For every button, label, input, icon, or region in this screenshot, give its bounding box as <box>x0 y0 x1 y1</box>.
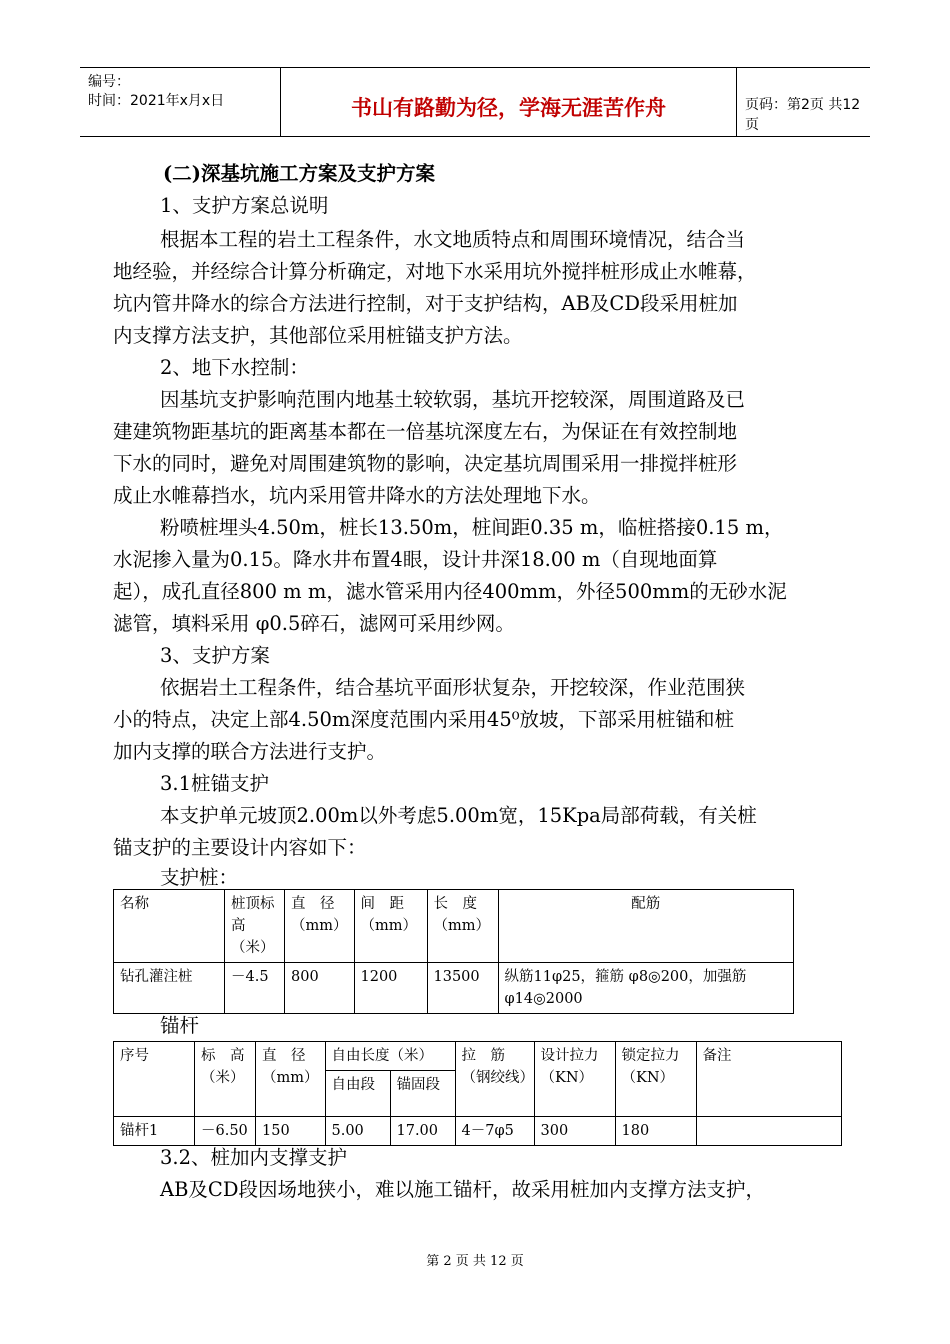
anchor-header-free-length: 自由长度（米） <box>325 1042 455 1071</box>
anchor-cell-no: 锚杆1 <box>114 1117 195 1146</box>
anchor-cell-free-segment: 5.00 <box>325 1117 390 1146</box>
p5-line-1: 本支护单元坡顶2.00m以外考虑5.00m宽，15Kpa局部荷载，有关桩 <box>160 804 757 827</box>
p2-line-4: 成止水帷幕挡水，坑内采用管井降水的方法处理地下水。 <box>113 484 601 507</box>
table-row <box>114 1042 842 1071</box>
time-label: 时间：2021年x月x日 <box>88 93 225 109</box>
heading-1: 1、支护方案总说明 <box>160 194 329 217</box>
anchor-table <box>113 1041 842 1146</box>
anchor-header-diameter: 直 径（mm） <box>256 1042 326 1117</box>
heading-3: 3、支护方案 <box>160 644 270 667</box>
anchor-cell-lock-force: 180 <box>615 1117 696 1146</box>
p1-line-1: 根据本工程的岩土工程条件，水文地质特点和周围环境情况，结合当 <box>160 228 746 251</box>
p2-line-2: 建建筑物距基坑的距离基本都在一倍基坑深度左右，为保证在有效控制地 <box>113 420 738 443</box>
pile-cell-rebar: 纵筋11φ25，箍筋 φ8◎200，加强筋 φ14◎2000 <box>498 963 794 1014</box>
anchor-header-tendon: 拉 筋（钢绞线） <box>455 1042 534 1117</box>
heading-2: 2、地下水控制： <box>160 356 309 379</box>
heading-3-1: 3.1桩锚支护 <box>160 772 270 795</box>
p5-line-2: 锚支护的主要设计内容如下： <box>113 836 367 859</box>
table-row <box>114 1117 842 1146</box>
pile-table <box>113 889 794 1014</box>
p1-line-4: 内支撑方法支护，其他部位采用桩锚支护方法。 <box>113 324 523 347</box>
p1-line-3: 坑内管井降水的综合方法进行控制，对于支护结构，AB及CD段采用桩加 <box>113 292 738 315</box>
pile-label: 支护桩： <box>160 866 239 889</box>
p3-line-3: 起），成孔直径800 m m，滤水管采用内径400mm，外径500mm的无砂水泥 <box>113 580 787 603</box>
anchor-header-elev: 标 高（米） <box>195 1042 256 1117</box>
table-row <box>114 890 794 963</box>
anchor-header-no: 序号 <box>114 1042 195 1117</box>
pile-cell-diameter: 800 <box>285 963 355 1014</box>
pile-header-top-elev: 桩顶标高（米） <box>225 890 285 963</box>
page-info: 页码：第2页 共12页 <box>745 97 861 133</box>
table-row <box>114 963 794 1014</box>
anchor-header-free-segment: 自由段 <box>325 1071 390 1117</box>
pile-cell-spacing: 1200 <box>354 963 427 1014</box>
anchor-cell-elev: －6.50 <box>195 1117 256 1146</box>
p2-line-1: 因基坑支护影响范围内地基土较软弱，基坑开挖较深，周围道路及已 <box>160 388 746 411</box>
header-motto-box <box>280 68 737 136</box>
p3-line-1: 粉喷桩埋头4.50m，桩长13.50m，桩间距0.35 m，临桩搭接0.15 m， <box>160 516 784 539</box>
anchor-header-design-force: 设计拉力（KN） <box>534 1042 615 1117</box>
p4-line-1: 依据岩土工程条件，结合基坑平面形状复杂，开挖较深，作业范围狭 <box>160 676 746 699</box>
p4-line-2: 小的特点，决定上部4.50m深度范围内采用45⁰放坡，下部采用桩锚和桩 <box>113 708 735 731</box>
pile-header-rebar: 配筋 <box>498 890 794 963</box>
anchor-cell-anchor-segment: 17.00 <box>390 1117 455 1146</box>
p6-line-1: AB及CD段因场地狭小，难以施工锚杆，故采用桩加内支撑方法支护， <box>160 1178 765 1201</box>
p1-line-2: 地经验，并经综合计算分析确定，对地下水采用坑外搅拌桩形成止水帷幕， <box>113 260 757 283</box>
anchor-label: 锚杆 <box>160 1014 200 1037</box>
anchor-header-remark: 备注 <box>696 1042 842 1117</box>
pile-cell-length: 13500 <box>427 963 498 1014</box>
anchor-header-lock-force: 锁定拉力（KN） <box>615 1042 696 1117</box>
pile-header-spacing: 间 距（mm） <box>354 890 427 963</box>
p4-line-3: 加内支撑的联合方法进行支护。 <box>113 740 387 763</box>
pile-cell-name: 钻孔灌注桩 <box>114 963 225 1014</box>
anchor-header-anchor-segment: 锚固段 <box>390 1071 455 1117</box>
heading-3-2: 3.2、桩加内支撑支护 <box>160 1146 348 1169</box>
page-footer: 第 2 页 共 12 页 <box>426 1254 524 1269</box>
motto: 书山有路勤为径，学海无涯苦作舟 <box>351 96 666 120</box>
anchor-cell-remark <box>696 1117 842 1146</box>
anchor-cell-design-force: 300 <box>534 1117 615 1146</box>
pile-cell-top-elev: －4.5 <box>225 963 285 1014</box>
pile-header-length: 长 度（mm） <box>427 890 498 963</box>
anchor-cell-diameter: 150 <box>256 1117 326 1146</box>
p3-line-2: 水泥掺入量为0.15。降水井布置4眼，设计井深18.00 m（自现地面算 <box>113 548 718 571</box>
pile-header-name: 名称 <box>114 890 225 963</box>
anchor-cell-tendon: 4－7φ5 <box>455 1117 534 1146</box>
pile-header-diameter: 直 径（mm） <box>285 890 355 963</box>
header-left <box>88 73 224 111</box>
section-title: (二)深基坑施工方案及支护方案 <box>163 162 435 185</box>
p2-line-3: 下水的同时，避免对周围建筑物的影响，决定基坑周围采用一排搅拌桩形 <box>113 452 738 475</box>
number-label: 编号： <box>88 74 130 90</box>
page-header <box>80 67 870 137</box>
p3-line-4: 滤管，填料采用 φ0.5碎石，滤网可采用纱网。 <box>113 612 515 635</box>
